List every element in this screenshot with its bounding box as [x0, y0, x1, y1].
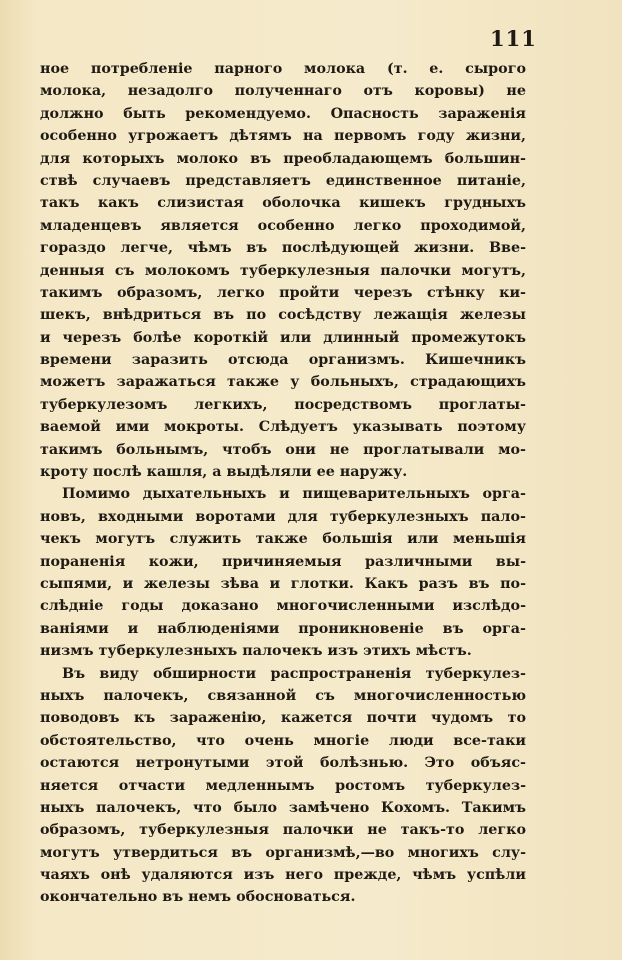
text-line: младенцевъ является особенно легко проходимой,	[40, 217, 526, 234]
text-line: такимъ больнымъ, чтобъ они не проглатывали мо-	[40, 441, 526, 458]
text-line: молока, незадолго полученнаго отъ коровы) не	[40, 83, 526, 100]
text-line: ныхъ палочекъ, что было замѣчено Кохомъ. Такимъ	[40, 799, 526, 816]
text-line: слѣдніе годы доказано многочисленными изслѣдо-	[40, 598, 526, 615]
text-line: Помимо дыхательныхъ и пищеварительныхъ орга-	[62, 486, 526, 503]
text-line: пораненія кожи, причиняемыя различными вы-	[40, 553, 526, 570]
text-line: сыпями, и железы зѣва и глотки. Какъ разъ въ по-	[40, 575, 526, 592]
text-line: можетъ заражаться также у больныхъ, страдающихъ	[40, 374, 526, 391]
text-line: поводовъ къ зараженію, кажется почти чудомъ то	[40, 710, 526, 727]
text-line: ваемой ими мокроты. Слѣдуетъ указывать поэтому	[40, 419, 526, 436]
text-line: такимъ образомъ, легко пройти черезъ стѣнку ки-	[40, 284, 526, 301]
text-line: гораздо легче, чѣмъ въ послѣдующей жизни. Вве-	[40, 240, 526, 257]
text-line: и черезъ болѣе короткій или длинный промежутокъ	[40, 329, 526, 346]
text-line: образомъ, туберкулезныя палочки не такъ-то легко	[40, 822, 526, 839]
text-line: новъ, входными воротами для туберкулезныхъ пало-	[40, 508, 526, 525]
text-line: ныхъ палочекъ, связанной съ многочисленностью	[40, 687, 526, 704]
text-line: могутъ утвердиться въ организмѣ,—во многихъ слу-	[40, 844, 526, 861]
text-line: ваніями и наблюденіями проникновеніе въ орга-	[40, 620, 526, 637]
text-line: ное потребленіе парного молока (т. е. сырого	[40, 61, 526, 77]
text-line: чаяхъ онѣ удаляются изъ него прежде, чѣмъ успѣли	[40, 867, 526, 884]
text-line: туберкулезомъ легкихъ, посредствомъ проглаты-	[40, 396, 526, 413]
text-line: для которыхъ молоко въ преобладающемъ большин-	[40, 150, 526, 167]
page-number: 111	[490, 26, 537, 51]
text-line: обстоятельство, что очень многіе люди все-таки	[40, 732, 526, 749]
text-line: денныя съ молокомъ туберкулезныя палочки могутъ,	[40, 262, 526, 279]
text-line: кроту послѣ кашля, а выдѣляли ее наружу.	[40, 464, 408, 481]
text-line: времени заразить отсюда организмъ. Кишечникъ	[40, 352, 526, 369]
text-line: чекъ могутъ служить также большія или меньшія	[40, 531, 526, 548]
body-text	[40, 58, 526, 909]
text-line: шекъ, внѣдриться въ по сосѣдству лежащія железы	[40, 307, 526, 324]
text-line: Въ виду обширности распространенія туберкулез-	[62, 665, 526, 682]
text-line: окончательно въ немъ обосноваться.	[40, 889, 356, 906]
text-line: особенно угрожаетъ дѣтямъ на первомъ году жизни,	[40, 128, 526, 145]
text-line: такъ какъ слизистая оболочка кишекъ грудныхъ	[40, 195, 526, 212]
text-line: низмъ туберкулезныхъ палочекъ изъ этихъ мѣстъ.	[40, 643, 472, 660]
text-line: должно быть рекомендуемо. Опасность зараженія	[40, 105, 526, 122]
text-line: няется отчасти медленнымъ ростомъ туберкулез-	[40, 777, 526, 794]
text-line: ствѣ случаевъ представляетъ единственное питаніе,	[40, 172, 526, 189]
text-line: остаются нетронутыми этой болѣзнью. Это объяс-	[40, 755, 526, 772]
